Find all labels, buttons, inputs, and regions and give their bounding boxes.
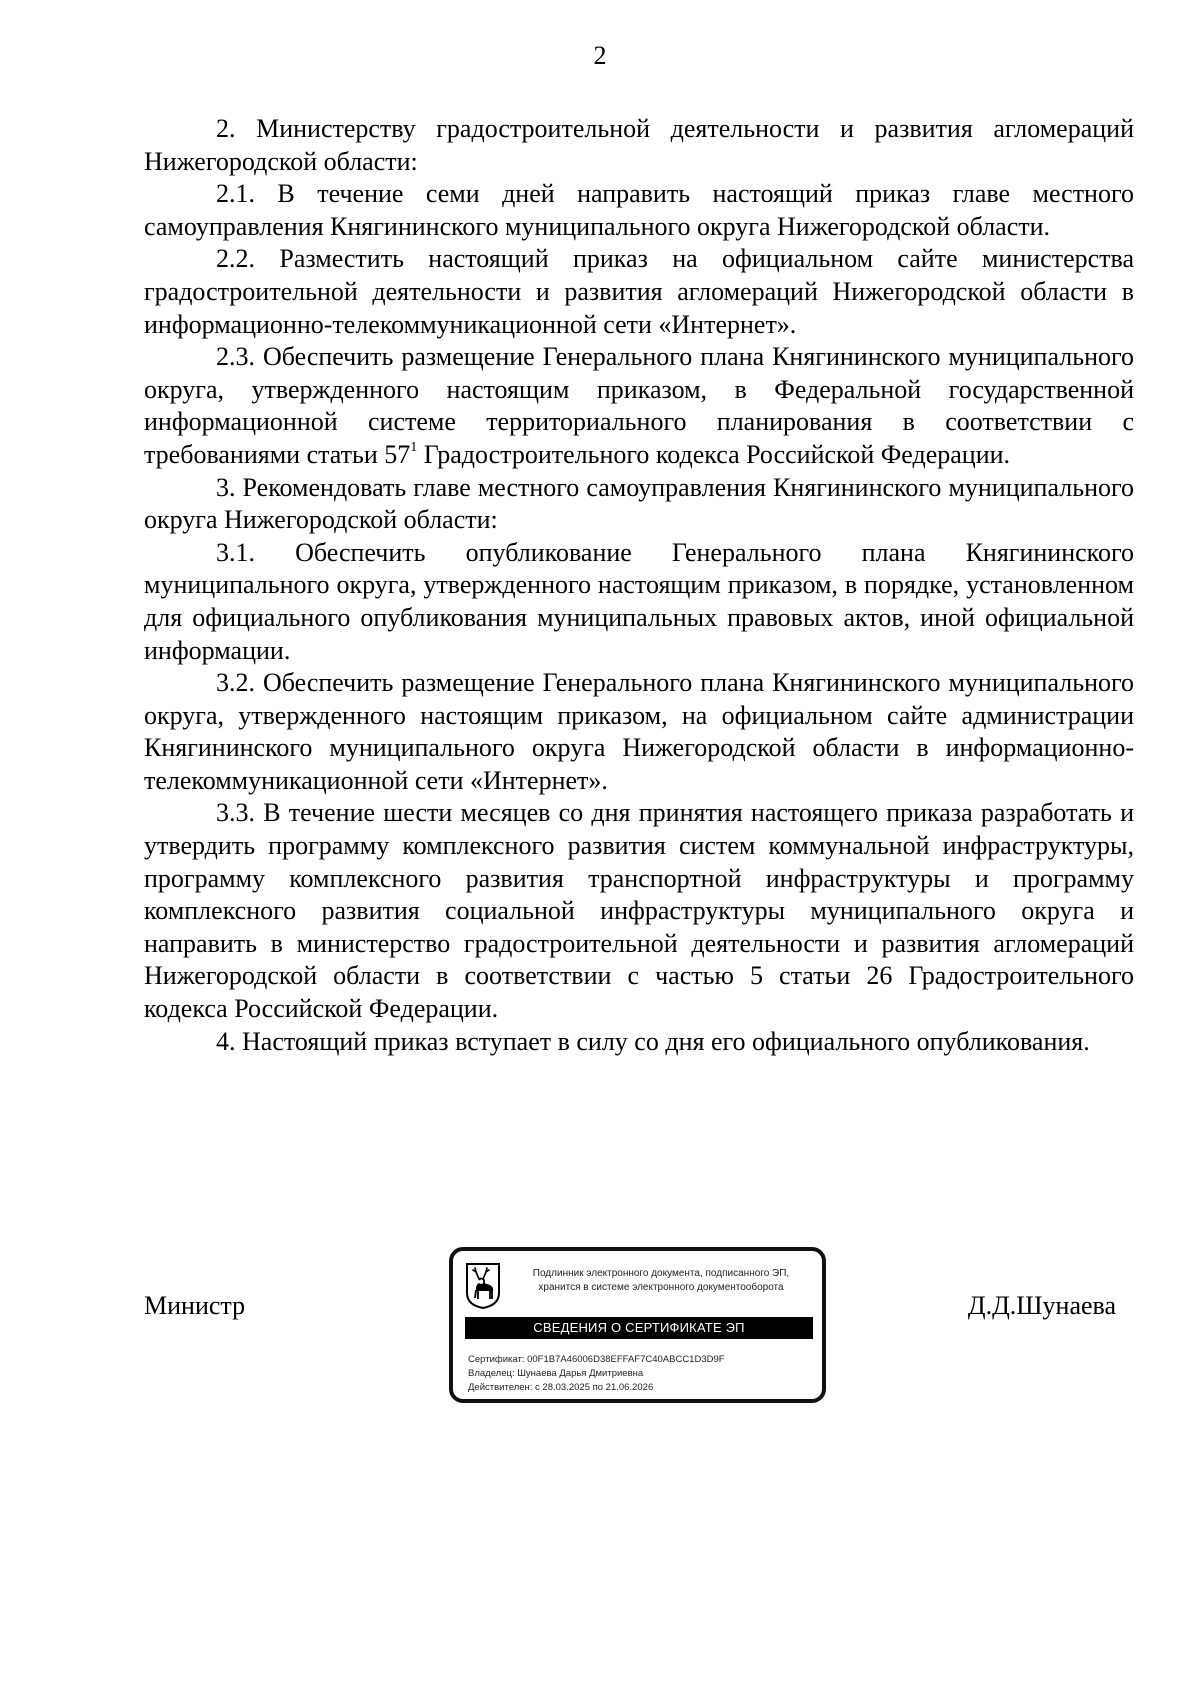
electronic-signature-stamp (449, 1247, 826, 1403)
signer-name: Д.Д.Шунаева (967, 1291, 1116, 1320)
paragraph-3: 3. Рекомендовать главе местного самоуправления Княгининского муниципального округа Нижегородской области: (144, 472, 1134, 535)
stamp-title: СВЕДЕНИЯ О СЕРТИФИКАТЕ ЭП (465, 1317, 813, 1339)
stamp-note-line: хранится в системе электронного документооборота (538, 1282, 784, 1293)
article-superscript: 1 (410, 439, 418, 455)
paragraph-2-3-text: 2.3. Обеспечить размещение Генерального плана Княгининского муниципального округа, утвержденного настоящим приказом, в Федеральной государственной информационной системе территориального планирования в соответствии с требованиями статьи 57 (144, 342, 1134, 469)
deer-emblem-icon (466, 1263, 500, 1309)
certificate-validity: Действителен: с 28.03.2025 по 21.06.2026 (468, 1382, 654, 1393)
paragraph-3-1: 3.1. Обеспечить опубликование Генерального плана Княгининского муниципального округа, утвержденного настоящим приказом, в порядке, установленном для официального опубликования муниципальных правовых актов, иной официальной информации. (144, 537, 1134, 665)
stamp-note (511, 1267, 811, 1295)
page-number: 2 (593, 41, 607, 70)
certificate-owner: Владелец: Шунаева Дарья Дмитриевна (468, 1368, 644, 1379)
document-body (144, 113, 1134, 1058)
paragraph-3-2: 3.2. Обеспечить размещение Генерального плана Княгининского муниципального округа, утвержденного настоящим приказом, на официальном сайте администрации Княгининского муниципального округа Нижегородской области в информационно-телекоммуникационной сети «Интернет». (144, 668, 1134, 795)
paragraph-2-3 (144, 341, 1134, 471)
signature-block (0, 1247, 1200, 1417)
certificate-details (468, 1353, 725, 1395)
paragraph-2: 2. Министерству градостроительной деятельности и развития агломераций Нижегородской области: (144, 114, 1134, 176)
signer-position: Министр (144, 1291, 246, 1320)
certificate-number: Сертификат: 00F1B7A46006D38EFFAF7C40ABCC1D3D9F (468, 1354, 725, 1365)
paragraph-3-3: 3.3. В течение шести месяцев со дня принятия настоящего приказа разработать и утвердить программу комплексного развития систем коммунальной инфраструктуры, программу комплексного развития транспортной инфраструктуры и программу комплексного развития социальной инфраструктуры муниципального округа и направить в министерство градостроительной деятельности и развития агломераций Нижегородской области в соответствии с частью 5 статьи 26 Градостроительного кодекса Российской Федерации. (144, 798, 1134, 1024)
paragraph-4: 4. Настоящий приказ вступает в силу со дня его официального опубликования. (216, 1026, 1090, 1056)
stamp-note-line: Подлинник электронного документа, подписанного ЭП, (532, 1268, 790, 1279)
paragraph-2-2: 2.2. Разместить настоящий приказ на официальном сайте министерства градостроительной деятельности и развития агломераций Нижегородской области в информационно-телекоммуникационной сети «Интернет». (144, 244, 1134, 339)
paragraph-2-1: 2.1. В течение семи дней направить настоящий приказ главе местного самоуправления Княгининского муниципального округа Нижегородской области. (144, 179, 1134, 241)
paragraph-2-3-tail: Градостроительного кодекса Российской Федерации. (417, 439, 1011, 469)
